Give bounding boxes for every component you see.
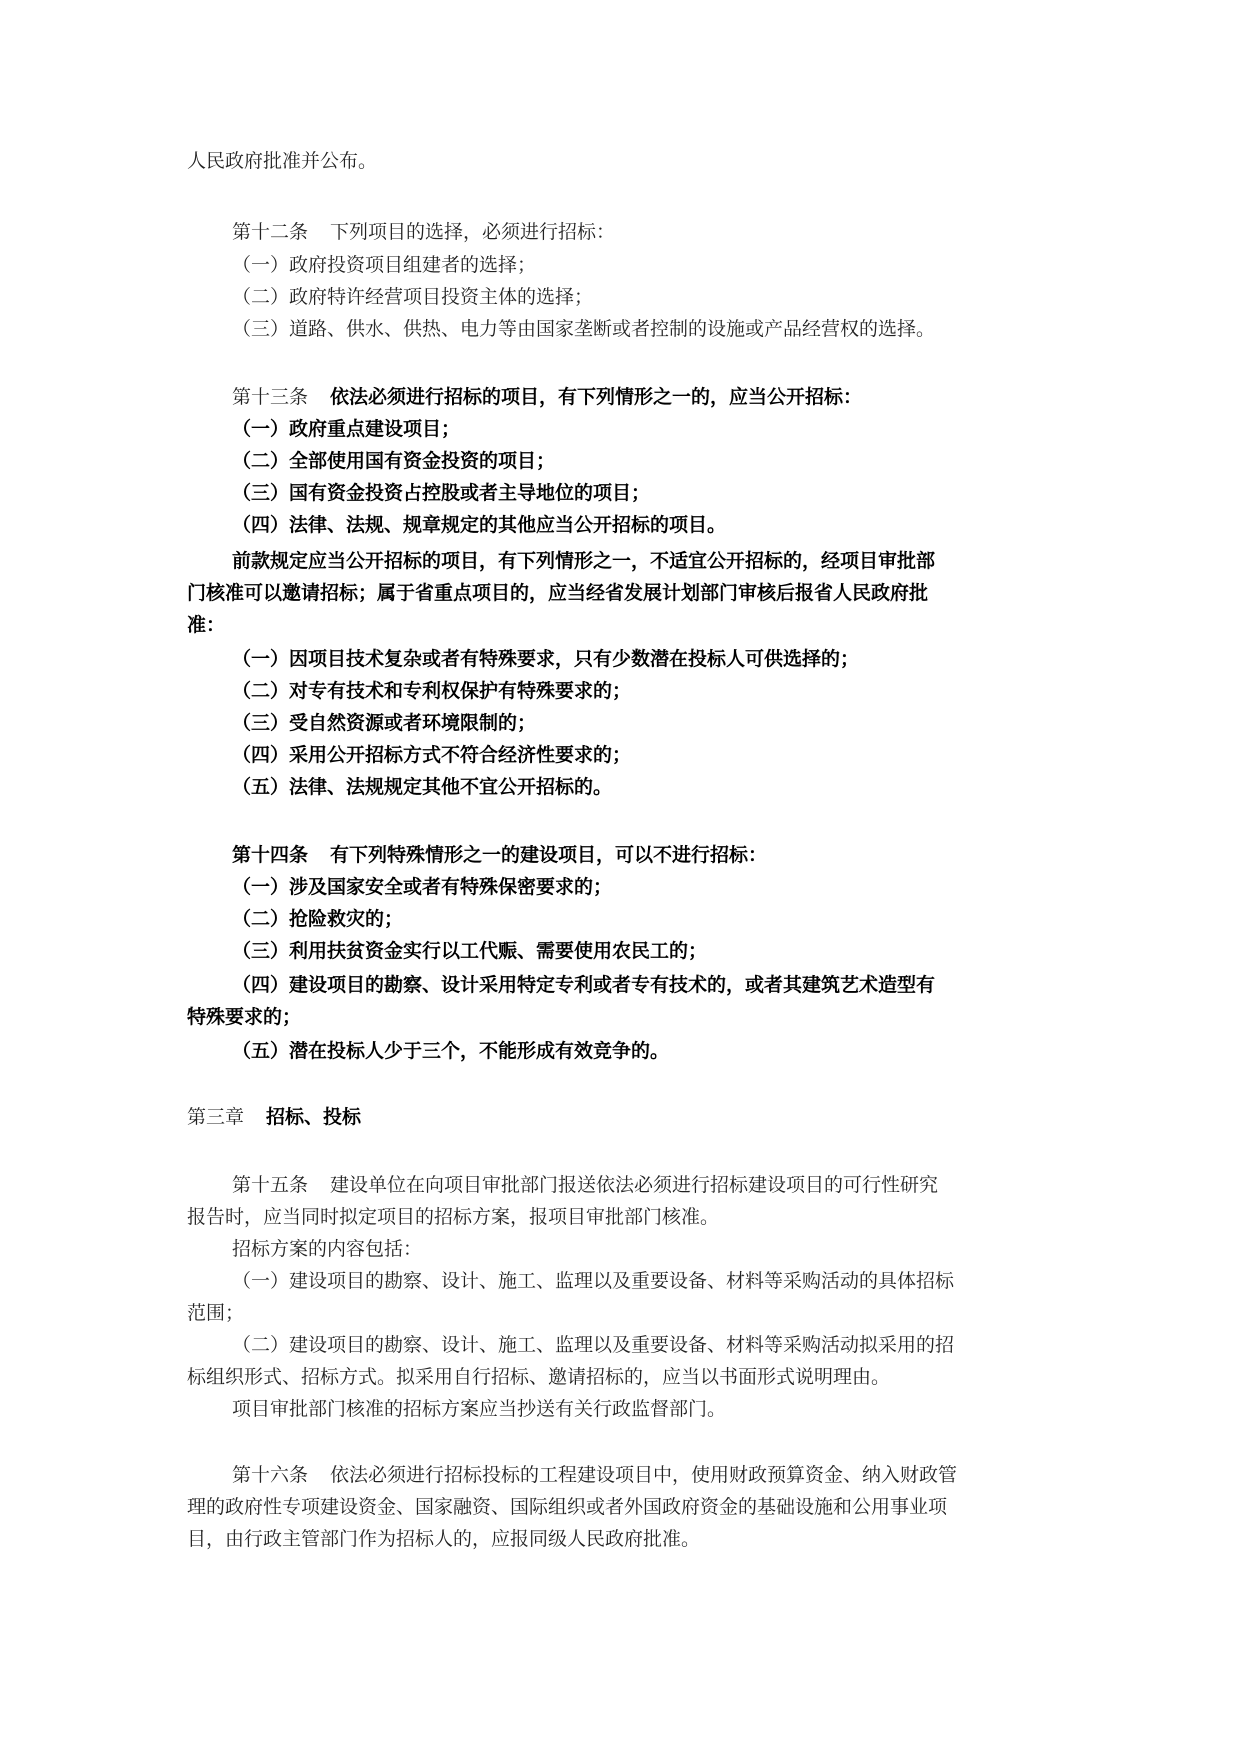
article-text: 有下列特殊情形之一的建设项目，可以不进行招标： (330, 844, 768, 866)
paragraph-line: 目，由行政主管部门作为招标人的，应报同级人民政府批准。 (187, 1528, 701, 1550)
article-text: 下列项目的选择，必须进行招标： (330, 221, 616, 243)
list-item: （三）利用扶贫资金实行以工代赈、需要使用农民工的； (232, 940, 708, 962)
list-item: （三）道路、供水、供热、电力等由国家垄断或者控制的设施或产品经营权的选择。 (232, 318, 936, 340)
list-item: （四）法律、法规、规章规定的其他应当公开招标的项目。 (232, 514, 727, 536)
article-number: 第十四条 (232, 844, 309, 866)
article-number: 第十五条 (232, 1174, 309, 1196)
list-item: （四）建设项目的勘察、设计采用特定专利或者专有技术的，或者其建筑艺术造型有 (232, 974, 936, 996)
article-14-heading (232, 840, 767, 870)
list-item: （五）潜在投标人少于三个，不能形成有效竞争的。 (232, 1040, 670, 1062)
article-16-heading (232, 1460, 957, 1490)
article-number: 第十三条 (232, 386, 309, 408)
chapter-title: 招标、投标 (266, 1106, 362, 1128)
list-item: （一）政府投资项目组建者的选择； (232, 254, 537, 276)
paragraph-line: 准： (187, 614, 226, 636)
article-12-heading (232, 217, 615, 247)
list-item: （一）涉及国家安全或者有特殊保密要求的； (232, 876, 613, 898)
paragraph-line: 理的政府性专项建设资金、国家融资、国际组织或者外国政府资金的基础设施和公用事业项 (187, 1496, 948, 1518)
list-item: （一）政府重点建设项目； (232, 418, 461, 440)
text-line: 人民政府批准并公布。 (187, 150, 378, 172)
article-number: 第十六条 (232, 1464, 309, 1486)
paragraph-line: 门核准可以邀请招标；属于省重点项目的，应当经省发展计划部门审核后报省人民政府批 (187, 582, 929, 604)
list-item: （一）建设项目的勘察、设计、施工、监理以及重要设备、材料等采购活动的具体招标 (232, 1270, 955, 1292)
article-text: 建设单位在向项目审批部门报送依法必须进行招标建设项目的可行性研究 (330, 1174, 939, 1196)
article-text: 依法必须进行招标投标的工程建设项目中，使用财政预算资金、纳入财政管 (330, 1464, 958, 1486)
list-item: （三）受自然资源或者环境限制的； (232, 712, 537, 734)
list-item: （二）对专有技术和专利权保护有特殊要求的； (232, 680, 632, 702)
list-item: （四）采用公开招标方式不符合经济性要求的； (232, 744, 632, 766)
paragraph-line: 前款规定应当公开招标的项目，有下列情形之一，不适宜公开招标的，经项目审批部 (232, 550, 936, 572)
paragraph-line: 报告时，应当同时拟定项目的招标方案，报项目审批部门核准。 (187, 1206, 720, 1228)
article-text: 依法必须进行招标的项目，有下列情形之一的，应当公开招标： (330, 386, 863, 408)
chapter-3-heading (187, 1102, 361, 1132)
list-item: （三）国有资金投资占控股或者主导地位的项目； (232, 482, 651, 504)
paragraph-line: 标组织形式、招标方式。拟采用自行招标、邀请招标的，应当以书面形式说明理由。 (187, 1366, 891, 1388)
list-item: （二）建设项目的勘察、设计、施工、监理以及重要设备、材料等采购活动拟采用的招 (232, 1334, 955, 1356)
article-13-heading (232, 382, 862, 412)
paragraph-line: 项目审批部门核准的招标方案应当抄送有关行政监督部门。 (232, 1398, 727, 1420)
paragraph-line: 范围； (187, 1302, 245, 1324)
article-15-heading (232, 1170, 938, 1200)
list-item: （二）政府特许经营项目投资主体的选择； (232, 286, 594, 308)
article-number: 第十二条 (232, 221, 309, 243)
list-item: （二）全部使用国有资金投资的项目； (232, 450, 556, 472)
chapter-number: 第三章 (187, 1106, 245, 1128)
paragraph-line: 特殊要求的； (187, 1006, 302, 1028)
list-item: （五）法律、法规规定其他不宜公开招标的。 (232, 776, 613, 798)
list-item: （二）抢险救灾的； (232, 908, 404, 930)
list-item: （一）因项目技术复杂或者有特殊要求，只有少数潜在投标人可供选择的； (232, 648, 860, 670)
paragraph-line: 招标方案的内容包括： (232, 1238, 423, 1260)
